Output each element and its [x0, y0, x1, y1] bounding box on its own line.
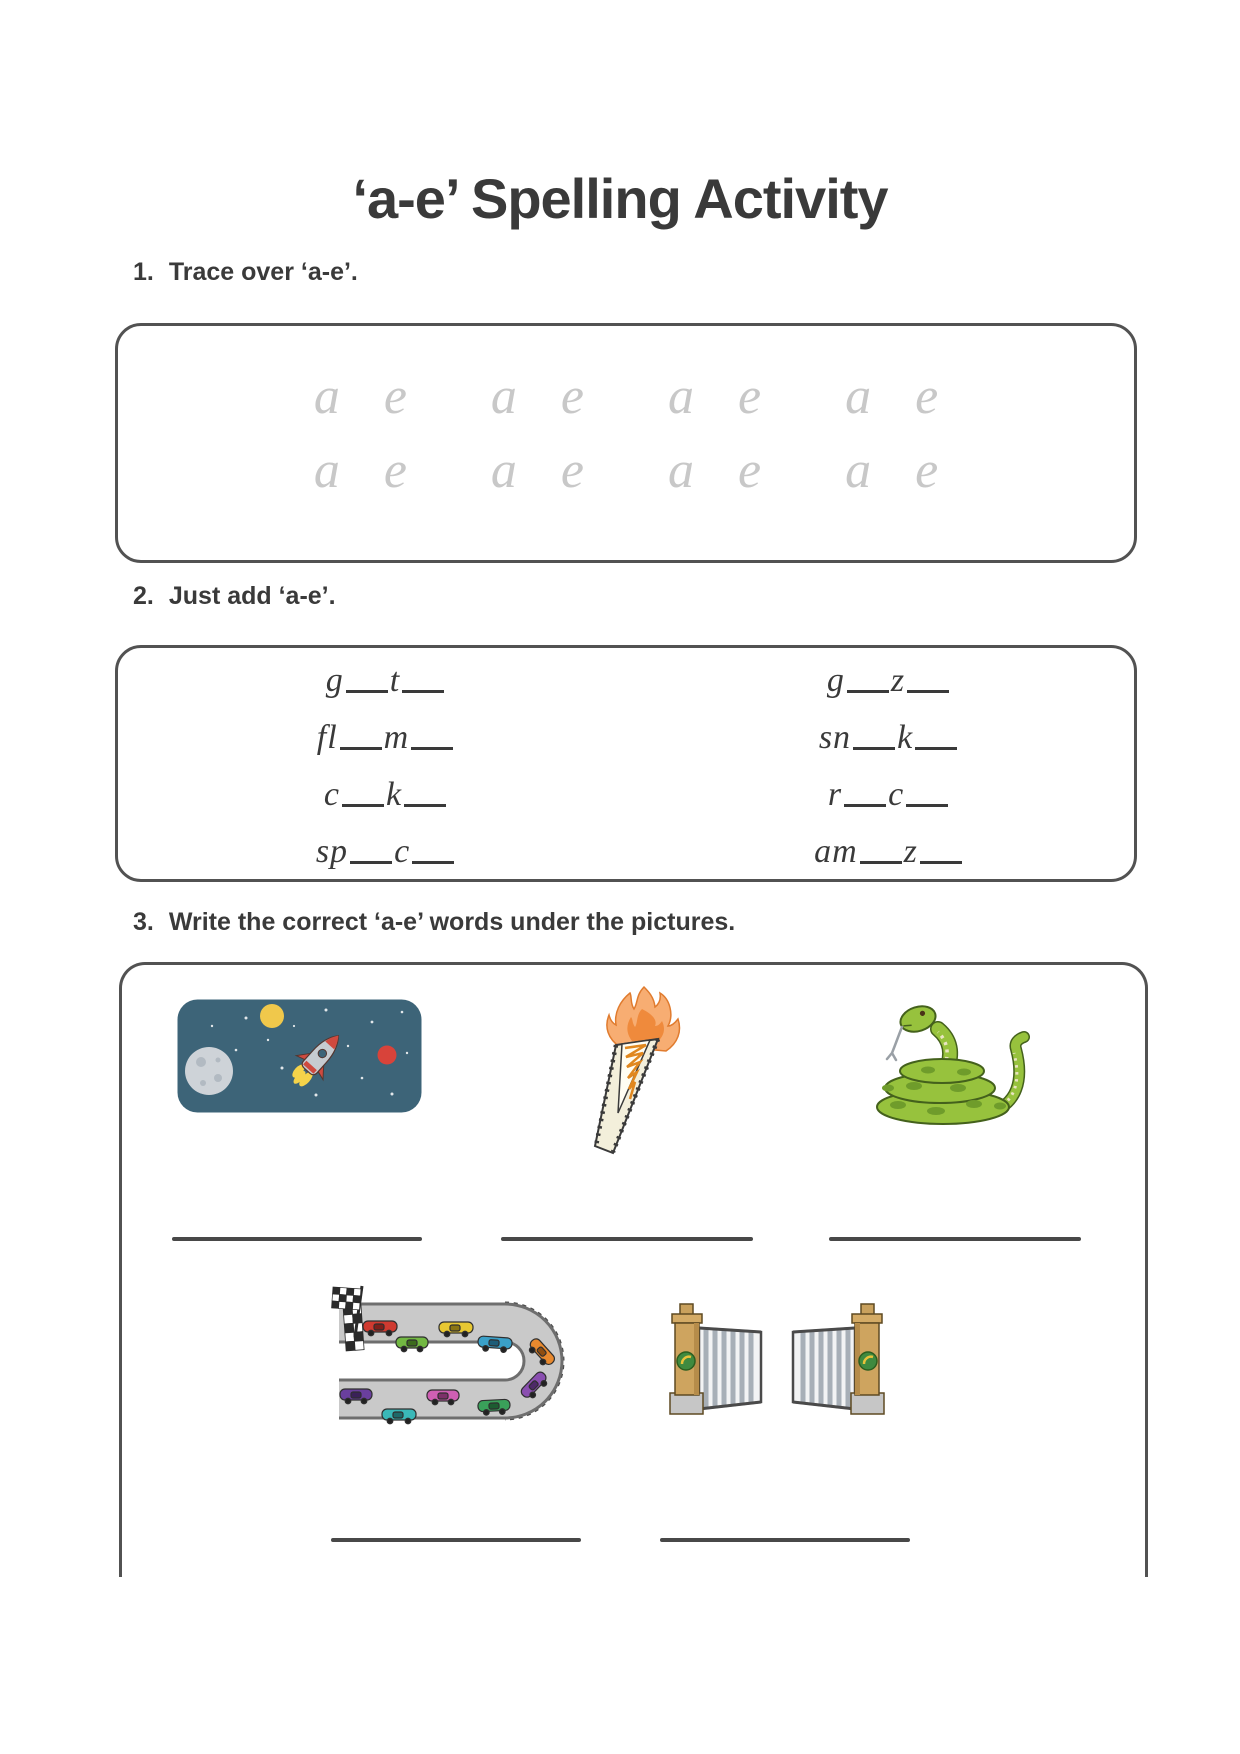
word-letters: z — [903, 833, 918, 870]
trace-letter[interactable]: a — [668, 368, 694, 425]
instruction-1-text: Trace over ‘a-e’. — [168, 258, 358, 286]
fill-in-blank[interactable] — [412, 859, 454, 864]
trace-letter[interactable]: e — [738, 368, 762, 425]
trace-letter[interactable]: a — [313, 442, 340, 499]
fill-in-blank[interactable] — [860, 859, 902, 864]
answer-line-4[interactable] — [331, 1538, 581, 1542]
right-gate-post — [851, 1304, 884, 1414]
fill-in-blank[interactable] — [853, 745, 895, 750]
trace-pair — [668, 368, 762, 425]
page-title: ‘a-e’ Spelling Activity — [352, 167, 888, 230]
instruction-3 — [133, 908, 735, 937]
trace-letter[interactable]: a — [845, 442, 872, 499]
word-letters: c — [323, 776, 340, 813]
word-letters: r — [827, 776, 843, 813]
word-letters: z — [890, 662, 906, 699]
trace-letter[interactable]: e — [560, 368, 584, 425]
instruction-2-number: 2. — [133, 582, 154, 610]
snake-image — [858, 991, 1037, 1131]
race-track-image — [329, 1283, 579, 1433]
fill-in-blank[interactable] — [844, 802, 886, 807]
fill-in-blank[interactable] — [847, 688, 889, 693]
fill-in-blank[interactable] — [907, 688, 949, 693]
answer-line-3[interactable] — [829, 1237, 1081, 1241]
word-letters: sn — [818, 719, 852, 756]
trace-letter[interactable]: a — [490, 368, 517, 425]
fill-in-blank[interactable] — [402, 688, 444, 693]
trace-letter[interactable]: e — [915, 368, 939, 425]
trace-box — [115, 323, 1137, 563]
add-word — [654, 776, 1124, 820]
word-letters: k — [386, 776, 403, 813]
add-word — [118, 833, 654, 877]
word-letters: g — [826, 662, 845, 699]
trace-row — [314, 368, 938, 426]
word-letters: c — [394, 833, 411, 870]
right-gate-panel — [793, 1328, 855, 1409]
trace-pair — [313, 442, 407, 499]
trace-letter[interactable]: e — [560, 442, 584, 499]
fill-in-blank[interactable] — [411, 745, 453, 750]
word-letters: k — [897, 719, 914, 756]
trace-letter[interactable]: a — [845, 368, 872, 425]
gates-image — [669, 1301, 885, 1419]
trace-pair — [490, 442, 584, 499]
word-letters: sp — [315, 833, 349, 870]
add-words-left-column — [118, 662, 654, 890]
trace-row — [314, 442, 938, 500]
pictures-box — [119, 962, 1148, 1577]
trace-letter[interactable]: a — [490, 442, 517, 499]
trace-pair — [845, 368, 939, 425]
instruction-1-number: 1. — [133, 258, 154, 286]
moon-icon — [185, 1047, 233, 1095]
snake-coils — [900, 1059, 984, 1083]
word-letters: fl — [316, 719, 338, 756]
word-letters: m — [383, 719, 410, 756]
instruction-1 — [133, 258, 358, 287]
answer-line-1[interactable] — [172, 1237, 422, 1241]
fill-in-blank[interactable] — [915, 745, 957, 750]
fill-in-blank[interactable] — [404, 802, 446, 807]
add-word — [118, 719, 654, 763]
trace-letter[interactable]: e — [383, 442, 407, 499]
add-words-right-column — [654, 662, 1124, 890]
trace-letter[interactable]: e — [738, 442, 762, 499]
fill-in-blank[interactable] — [342, 802, 384, 807]
trace-pair — [490, 368, 584, 425]
fill-in-blank[interactable] — [346, 688, 388, 693]
instruction-3-text: Write the correct ‘a-e’ words under the pictures. — [168, 908, 736, 936]
sun-icon — [260, 1004, 284, 1028]
trace-letter[interactable]: e — [915, 442, 939, 499]
trace-pair — [668, 442, 762, 499]
word-letters: am — [814, 833, 858, 870]
fill-in-blank[interactable] — [340, 745, 382, 750]
trace-letter[interactable]: e — [383, 368, 407, 425]
trace-rows — [118, 326, 1134, 500]
answer-line-5[interactable] — [660, 1538, 910, 1542]
space-scene-image — [176, 998, 423, 1114]
answer-line-2[interactable] — [501, 1237, 753, 1241]
word-letters: t — [389, 662, 401, 699]
add-word — [118, 662, 654, 706]
fill-in-blank[interactable] — [906, 802, 948, 807]
fill-in-blank[interactable] — [350, 859, 392, 864]
add-word — [654, 662, 1124, 706]
fill-in-blank[interactable] — [920, 859, 962, 864]
word-letters: g — [325, 662, 344, 699]
instruction-2 — [133, 582, 336, 611]
add-words-box — [115, 645, 1137, 882]
add-word — [118, 776, 654, 820]
word-letters: c — [888, 776, 905, 813]
planet-icon — [378, 1046, 397, 1065]
snake-tongue — [887, 1027, 902, 1060]
left-gate-post — [670, 1304, 703, 1414]
trace-pair — [845, 442, 939, 499]
trace-letter[interactable]: a — [668, 442, 694, 499]
start-line — [343, 1305, 364, 1351]
trace-pair — [313, 368, 407, 425]
instruction-2-text: Just add ‘a-e’. — [168, 582, 336, 610]
add-word — [654, 719, 1124, 763]
torch-image — [586, 983, 691, 1155]
trace-letter[interactable]: a — [313, 368, 340, 425]
instruction-3-number: 3. — [133, 908, 154, 936]
add-word — [654, 833, 1124, 877]
left-gate-panel — [699, 1328, 761, 1409]
checkered-flag-icon — [332, 1287, 361, 1310]
